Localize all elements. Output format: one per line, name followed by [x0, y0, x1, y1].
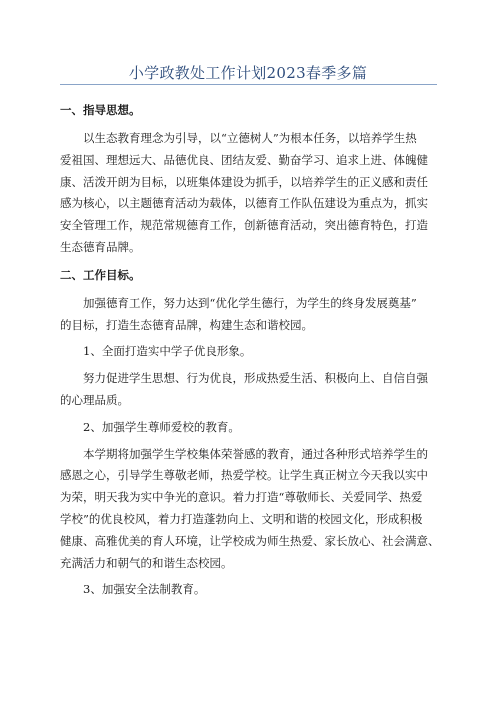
text-line: 2、加强学生尊师爱校的教育。 [83, 419, 240, 434]
paragraph [60, 293, 440, 337]
text-line: 学校”的优良校风，着力打造蓬勃向上、文明和谐的校园文化，形成积极 [60, 511, 423, 526]
text-line: 本学期将加强学生学校集体荣誉感的教育，通过各种形式培养学生的 [83, 446, 428, 461]
section-guiding-ideology [60, 102, 440, 259]
text-line: 加强德育工作，努力达到“优化学生德行，为学生的终身发展奠基” [83, 295, 417, 310]
numbered-item [60, 579, 440, 601]
paragraph [60, 368, 440, 412]
paragraph [60, 444, 440, 575]
section-heading: 二、工作目标。 [60, 267, 141, 282]
text-line: 健康、高雅优美的育人环境，让学校成为师生热爱、家长放心、社会满意、 [60, 533, 440, 548]
text-line: 的心理品质。 [60, 392, 129, 407]
text-line: 感恩之心，引导学生尊敬老师，热爱学校。让学生真正树立今天我以实中 [60, 468, 428, 483]
text-line: 的目标，打造生态德育品牌，构建生态和谐校园。 [60, 317, 313, 332]
text-line: 1、全面打造实中学子优良形象。 [83, 344, 252, 359]
paragraph [60, 128, 440, 259]
text-line: 康、活泼开朗为目标，以班集体建设为抓手，以培养学生的正义感和责任 [60, 174, 428, 189]
text-line: 充满活力和朝气的和谐生态校园。 [60, 555, 233, 570]
numbered-item [60, 417, 440, 439]
document-body [60, 94, 440, 606]
section-work-goals [60, 267, 440, 601]
text-line: 感为核心，以主题德育活动为载体，以德育工作队伍建设为重点为，抓实 [60, 196, 428, 211]
text-line: 努力促进学生思想、行为优良，形成热爱生活、积极向上、自信自强 [83, 371, 428, 386]
numbered-item [60, 341, 440, 363]
document-title: 小学政教处工作计划2023春季多篇 [128, 64, 368, 82]
text-line: 安全管理工作，规范常规德育工作，创新德育活动，突出德育特色，打造 [60, 218, 428, 233]
title-divider [60, 84, 437, 85]
text-line: 生态德育品牌。 [60, 239, 141, 254]
text-line: 以生态教育理念为引导，以“立德树人”为根本任务，以培养学生热 [83, 131, 417, 145]
text-line: 为荣，明天我为实中争光的意识。着力打造“尊敬师长、关爱同学、热爱 [60, 490, 423, 505]
section-heading: 一、指导思想。 [60, 103, 141, 117]
text-line: 3、加强安全法制教育。 [83, 582, 206, 597]
text-line: 爱祖国、理想远大、品德优良、团结友爱、勤奋学习、追求上进、体魄健 [60, 152, 428, 167]
